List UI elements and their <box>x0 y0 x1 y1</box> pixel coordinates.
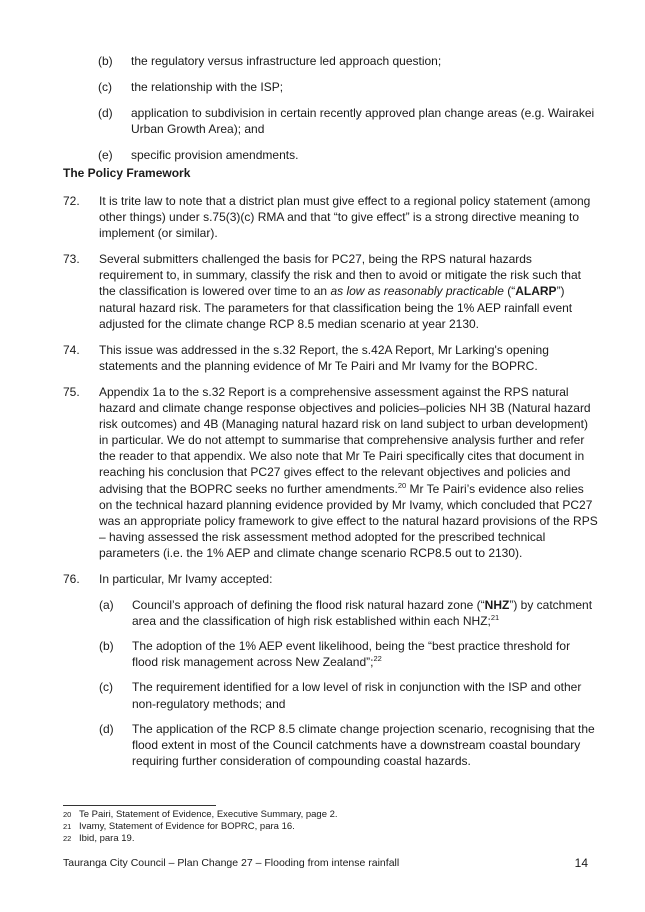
list-item: (d) The application of the RCP 8.5 climate change projection scenario, recognising that the flood extent in most of the Council catchments have a downstream coastal boundary requiring further consideration of compounding coastal hazards. <box>99 721 595 768</box>
continued-sublist <box>98 53 598 173</box>
footnote: 22 Ibid, para 19. <box>63 833 135 844</box>
footnotes <box>63 809 583 845</box>
paragraph-74: 74. This issue was addressed in the s.32 Report, the s.42A Report, Mr Larking's opening statements and the planning evidence of Mr Te Pairi and Mr Ivamy for the BOPRC. <box>63 342 549 373</box>
numbered-paragraphs <box>63 193 598 778</box>
page-footer <box>63 855 588 871</box>
footnote-ref[interactable]: 20 <box>397 480 407 490</box>
list-item: (b) the regulatory versus infrastructure led approach question; <box>98 54 442 68</box>
list-item: (c) the relationship with the ISP; <box>98 80 284 95</box>
footnote: 21 Ivamy, Statement of Evidence for BOPRC, para 16. <box>63 821 295 832</box>
list-item: (c) The requirement identified for a low level of risk in conjunction with the ISP and other non-regulatory methods; and <box>99 680 582 711</box>
list-item: (d) application to subdivision in certain recently approved plan change areas (e.g. Wairakei Urban Growth Area); and <box>98 106 595 137</box>
paragraph-76-sublist <box>99 597 598 769</box>
page-number: 14 <box>574 856 588 870</box>
footnote-divider <box>63 805 216 806</box>
footnote: 20 Te Pairi, Statement of Evidence, Executive Summary, page 2. <box>63 809 338 820</box>
footer-title: Tauranga City Council – Plan Change 27 – Flooding from intense rainfall <box>63 857 400 869</box>
defined-term: ALARP <box>515 284 557 299</box>
paragraph-73: 73. Several submitters challenged the basis for PC27, being the RPS natural hazards requirement to, in summary, classify the risk and then to avoid or mitigate the risk such that the classification is lowered over time to an as low as reasonably practicable (“ALARP”) natural hazard risk. The parameters for that classification being the 1% AEP rainfall event adjusted for the climate change RCP 8.5 median scenario at year 2130. <box>63 252 581 331</box>
footnote-ref[interactable]: 21 <box>490 613 500 623</box>
italic-phrase: as low as reasonably practicable <box>330 284 504 299</box>
list-item: (a) Council’s approach of defining the flood risk natural hazard zone (“NHZ”) by catchment area and the classification of high risk established within each NHZ;$^{21}$ <box>99 598 593 629</box>
footnote-ref[interactable]: 22 <box>373 654 382 664</box>
list-item: (e) specific provision amendments. <box>98 148 299 163</box>
defined-term: NHZ <box>484 598 510 613</box>
section-heading: The Policy Framework <box>63 166 191 180</box>
paragraph-76: 76. In particular, Mr Ivamy accepted: <box>63 571 273 586</box>
paragraph-75: 75. Appendix 1a to the s.32 Report is a comprehensive assessment against the RPS natural hazard and climate change response objectives and policies–policies NH 3B (Natural hazard risk outcomes) and 4B (Managing natural hazard risk on land subject to urban development) in particular. We do not attempt to summarise that comprehensive analysis further and refer the reader to that appendix. We also note that Mr Te Pairi specifically cites that document in reaching his conclusion that PC27 gives effect to the relevant objectives and policies and advising that the BOPRC seeks no further amendments.$^{20}$ Mr Te Pairi’s evidence also relies on the technical hazard planning evidence provided by Mr Ivamy, which concluded that PC27 was an appropriate policy framework to give effect to the natural hazard provisions of the RPS – having assessed the risk assessment method adopted for the prescribed technical parameters (i.e. the 1% AEP and climate change scenario RCP8.5 out to 2130). <box>63 384 598 560</box>
paragraph-72: 72. It is trite law to note that a district plan must give effect to a regional policy statement (among other things) under s.75(3)(c) RMA and that “to give effect” is a strong directive meaning to implement (or similar). <box>63 194 591 241</box>
list-item: (b) The adoption of the 1% AEP event likelihood, being the “best practice threshold for flood risk management across New Zealand”;$^{22}$ <box>99 639 571 670</box>
